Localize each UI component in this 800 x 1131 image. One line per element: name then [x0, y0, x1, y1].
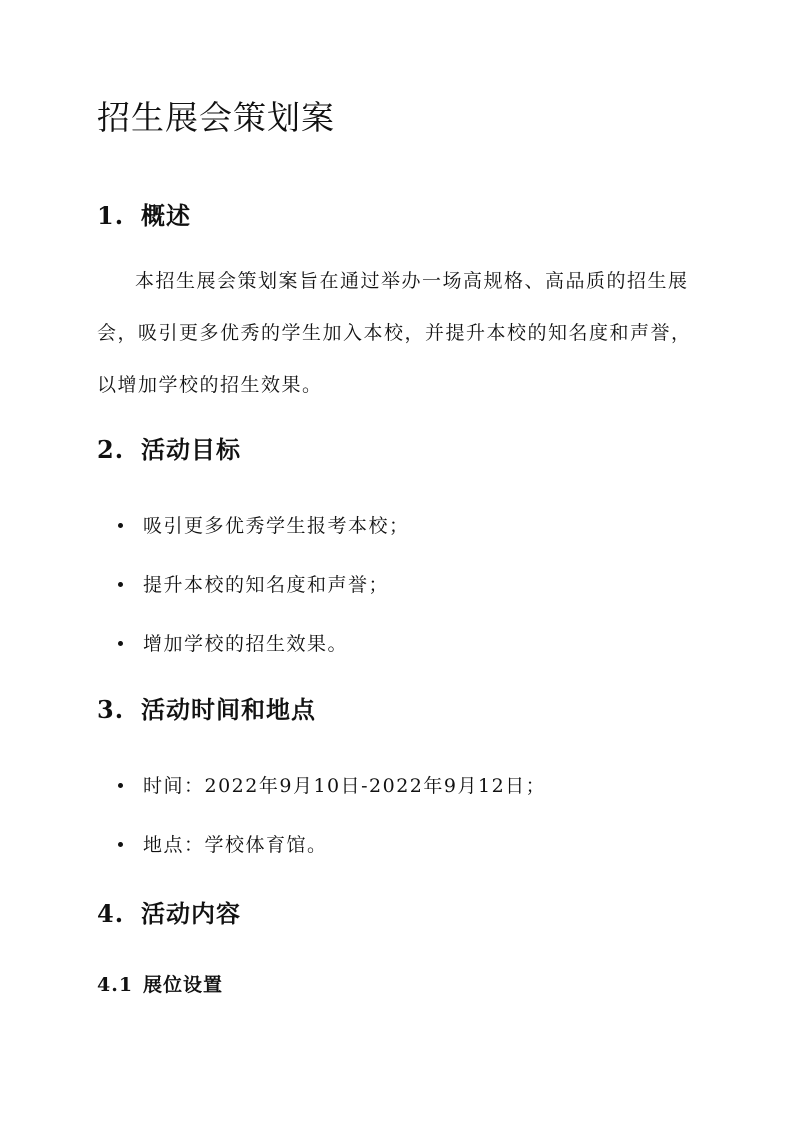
- section-number: 3.: [97, 695, 125, 724]
- bullet-icon: [118, 582, 123, 587]
- section-title: 活动内容: [141, 899, 241, 928]
- section-heading-overview: [97, 196, 191, 231]
- list-item: [118, 830, 328, 857]
- list-item-text: 吸引更多优秀学生报考本校；: [143, 515, 410, 537]
- document-title: 招生展会策划案: [97, 98, 335, 137]
- section-number: 1.: [97, 201, 125, 230]
- bullet-icon: [118, 641, 123, 646]
- section-heading-time-place: [97, 690, 316, 725]
- bullet-icon: [118, 783, 123, 788]
- list-item: [118, 570, 389, 597]
- subsection-number: 4.1: [97, 974, 134, 996]
- section-number: 4.: [97, 899, 125, 928]
- list-item-text: 时间：2022年9月10日-2022年9月12日；: [143, 775, 547, 797]
- subsection-title: 展位设置: [143, 974, 224, 996]
- section-number: 2.: [97, 435, 125, 464]
- overview-paragraph: 本招生展会策划案旨在通过举办一场高规格、高品质的招生展会，吸引更多优秀的学生加入本校，并提升本校的知名度和声誉，以增加学校的招生效果。: [97, 270, 692, 396]
- bullet-icon: [118, 842, 123, 847]
- section-title: 概述: [141, 201, 191, 230]
- list-item: [118, 629, 348, 656]
- section-title: 活动目标: [141, 435, 241, 464]
- list-item-text: 地点：学校体育馆。: [143, 834, 328, 856]
- list-item: [118, 771, 546, 798]
- section-heading-content: [97, 894, 241, 929]
- list-item: [118, 511, 410, 538]
- bullet-icon: [118, 523, 123, 528]
- list-item-text: 增加学校的招生效果。: [143, 633, 349, 655]
- section-title: 活动时间和地点: [141, 695, 316, 724]
- subsection-heading-booth-setup: [97, 970, 223, 997]
- section-heading-goals: [97, 430, 241, 465]
- list-item-text: 提升本校的知名度和声誉；: [143, 574, 390, 596]
